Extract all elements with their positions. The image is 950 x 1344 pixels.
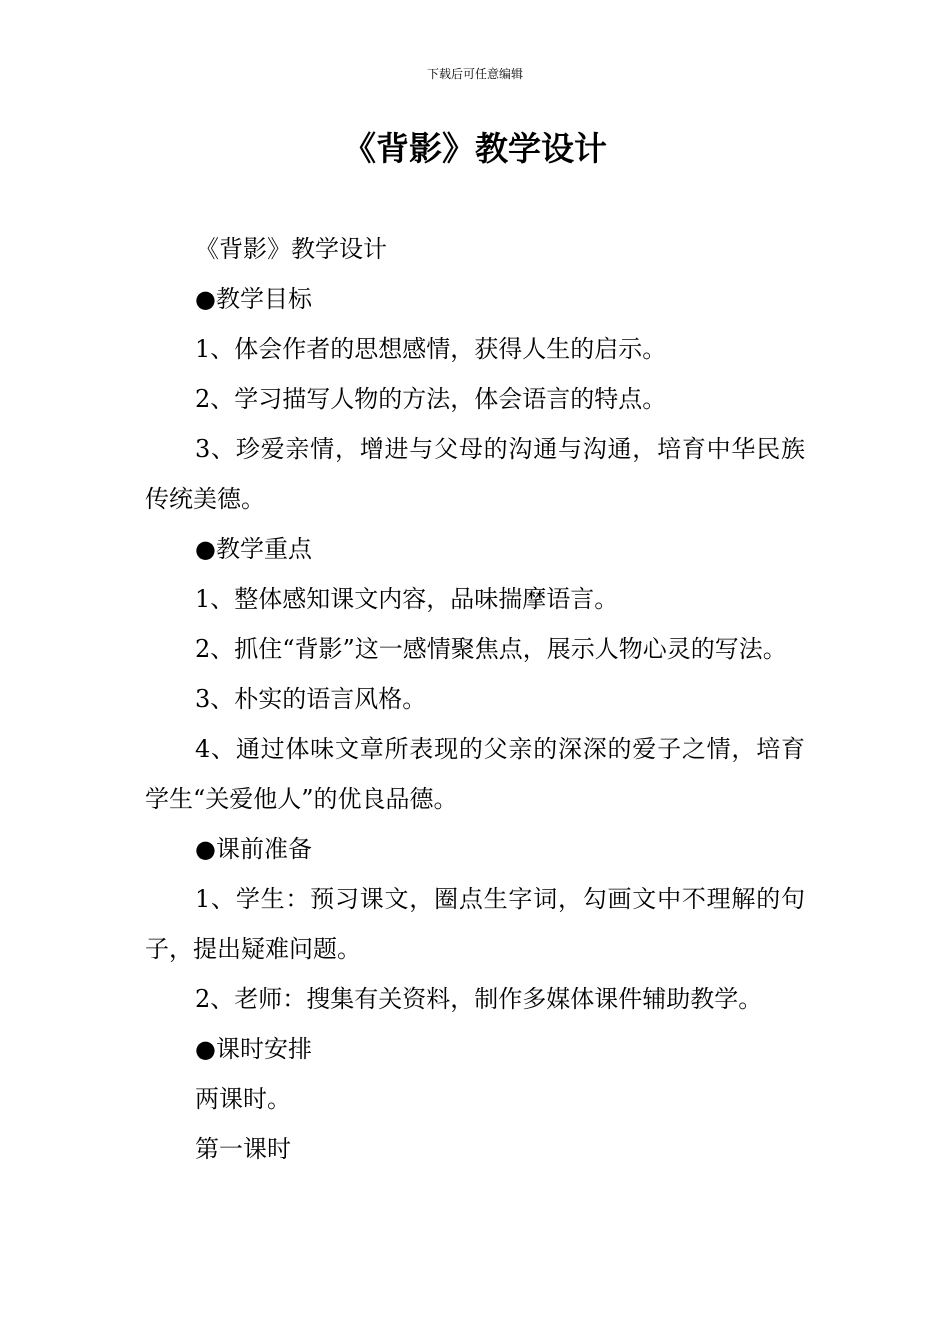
section-heading-preparation: ●课前准备 [195, 835, 312, 863]
header-note: 下载后可任意编辑 [426, 67, 523, 81]
paragraph-key-point-4: 4、通过体味文章所表现的父亲的深深的爱子之情，培育学生“关爱他人”的优良品德。 [145, 735, 805, 813]
paragraph-key-point-2: 2、抓住“背影”这一感情聚焦点，展示人物心灵的写法。 [195, 635, 787, 663]
paragraph-key-point-3: 3、朴实的语言风格。 [195, 685, 427, 713]
section-heading-schedule: ●课时安排 [195, 1035, 312, 1063]
section-heading-key-points: ●教学重点 [195, 535, 312, 563]
document-title: 《背影》教学设计 [343, 129, 607, 168]
paragraph-key-point-1: 1、整体感知课文内容，品味揣摩语言。 [195, 585, 619, 613]
paragraph-preparation-1: 1、学生：预习课文，圈点生字词，勾画文中不理解的句子，提出疑难问题。 [145, 885, 805, 963]
paragraph-objective-3: 3、珍爱亲情，增进与父母的沟通与沟通，培育中华民族传统美德。 [145, 435, 805, 513]
section-heading-objectives: ●教学目标 [195, 285, 312, 313]
document-body [145, 224, 805, 1174]
paragraph-schedule: 两课时。 [195, 1085, 291, 1113]
paragraph-first-lesson: 第一课时 [195, 1135, 291, 1163]
paragraph-subtitle: 《背影》教学设计 [195, 235, 387, 263]
paragraph-objective-1: 1、体会作者的思想感情，获得人生的启示。 [195, 335, 667, 363]
paragraph-preparation-2: 2、老师：搜集有关资料，制作多媒体课件辅助教学。 [195, 985, 763, 1013]
paragraph-objective-2: 2、学习描写人物的方法，体会语言的特点。 [195, 385, 667, 413]
